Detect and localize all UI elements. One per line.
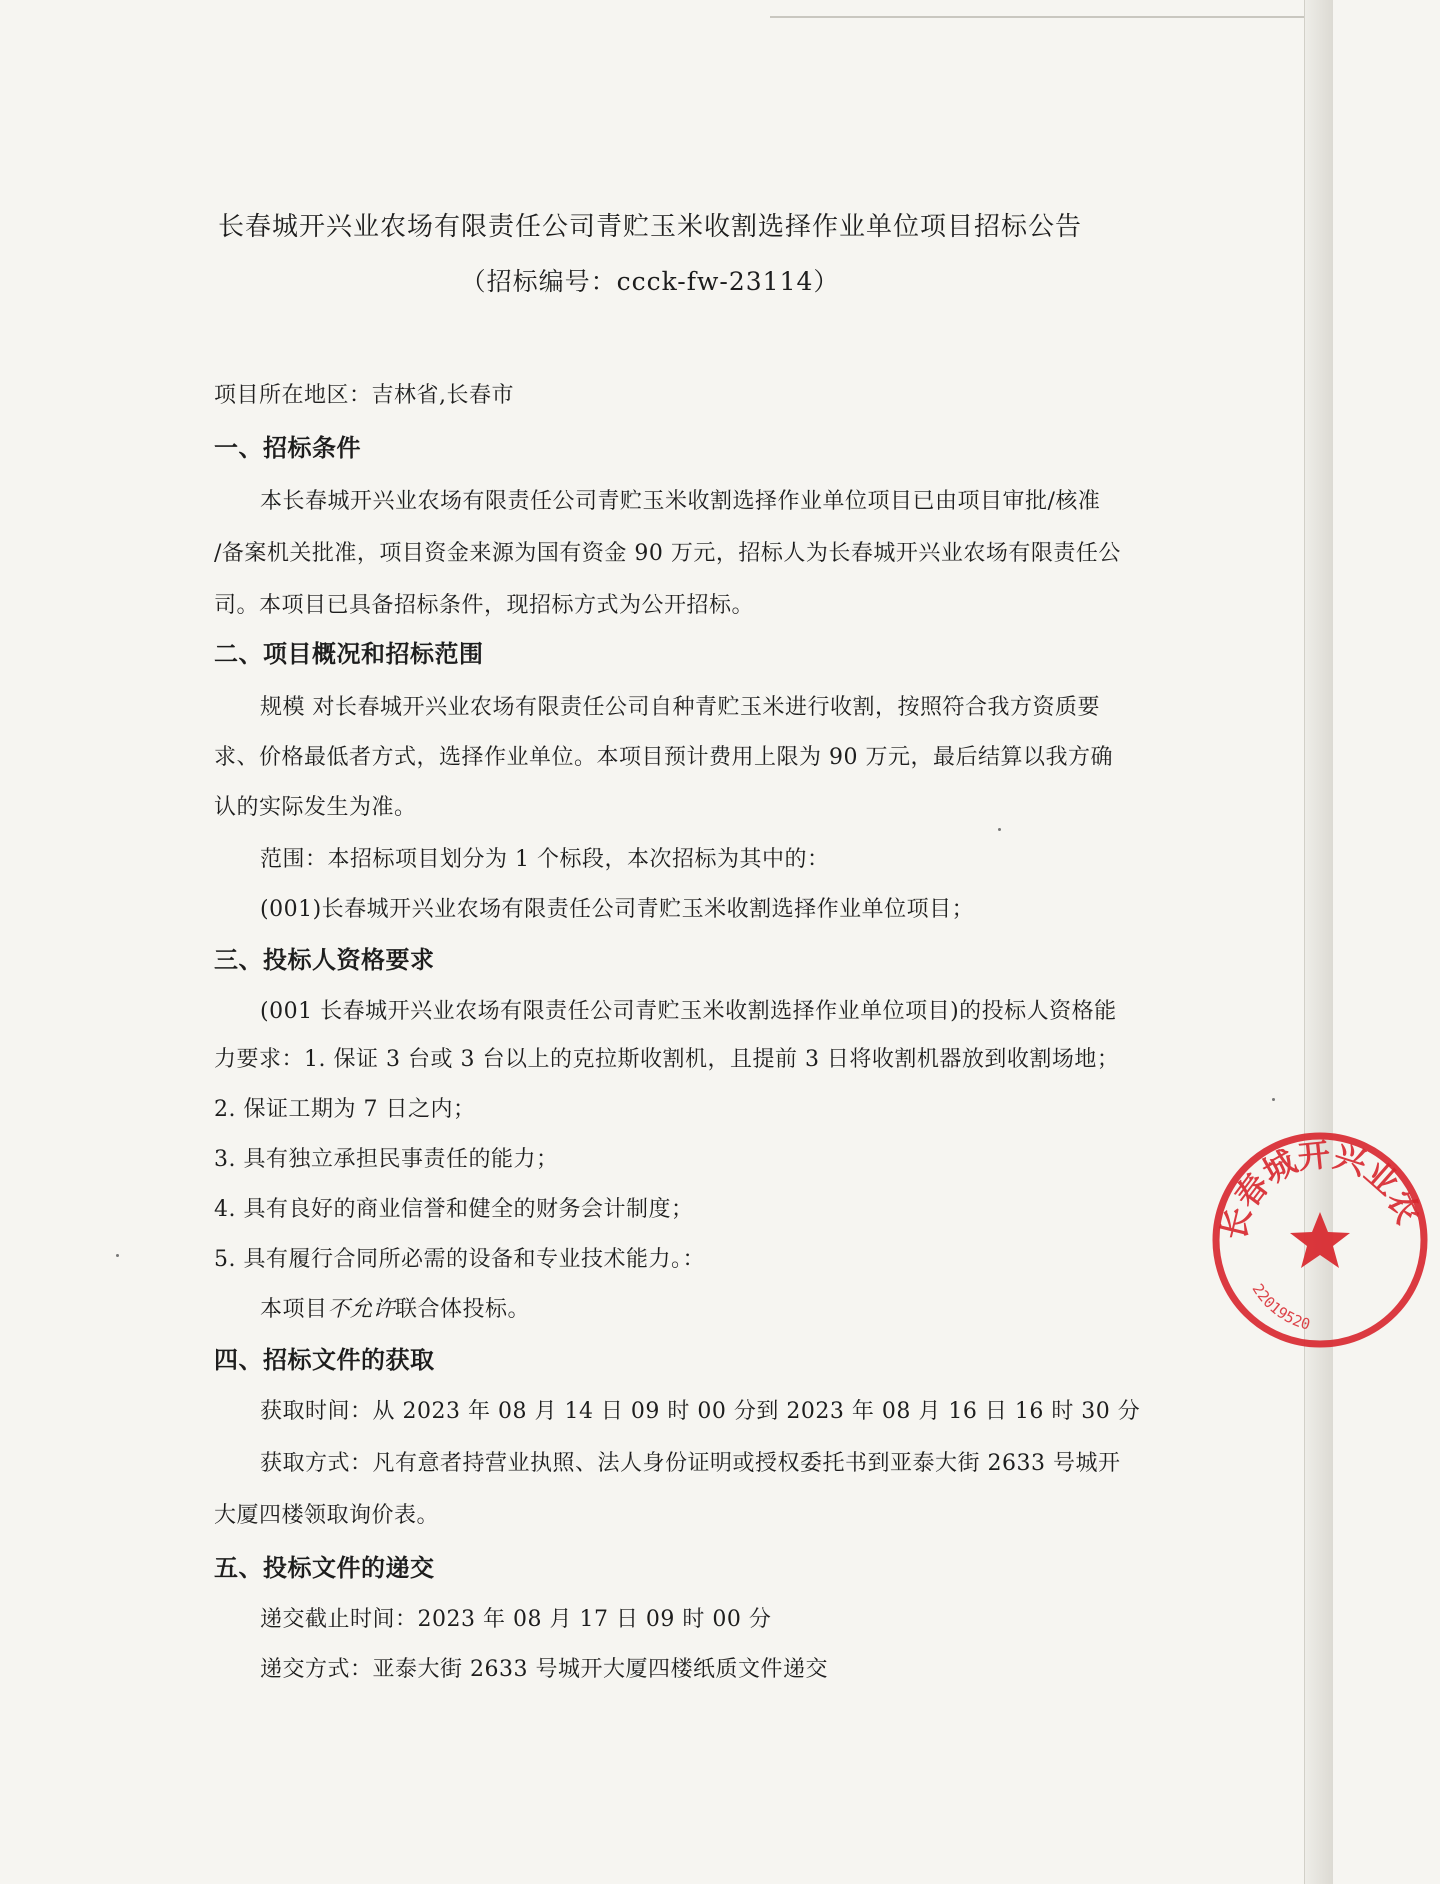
section5-line-1: 递交截止时间：2023 年 08 月 17 日 09 时 00 分: [260, 1607, 772, 1632]
scan-speck: [116, 1254, 119, 1257]
section4-line-3: 大厦四楼领取询价表。: [214, 1503, 440, 1528]
paper-edge-right: [1304, 0, 1333, 1884]
section4-line-1: 获取时间：从 2023 年 08 月 14 日 09 时 00 分到 2023 年 08 月 16 日 16 时 30 分: [260, 1399, 1141, 1424]
seal-company-text: 长春城开兴业农: [1214, 1135, 1428, 1244]
seal-number-text: 22019520: [1248, 1280, 1313, 1334]
section2-line-3: 认的实际发生为准。: [214, 795, 417, 820]
scan-speck: [998, 828, 1001, 831]
section2-line-1: 规模 对长春城开兴业农场有限责任公司自种青贮玉米进行收割，按照符合我方资质要: [260, 695, 1100, 720]
paper-edge-top: [770, 16, 1332, 18]
section2-line-2: 求、价格最低者方式，选择作业单位。本项目预计费用上限为 90 万元，最后结算以我方确: [214, 745, 1113, 770]
section-heading-5: 五、投标文件的递交: [214, 1554, 435, 1582]
consortium-not-allowed: 不允许: [327, 1297, 396, 1322]
seal-star-icon: [1290, 1212, 1350, 1268]
consortium-suffix: 联合体投标。: [395, 1297, 531, 1322]
section-heading-3: 三、投标人资格要求: [214, 946, 435, 974]
section3-line-2: 力要求：1. 保证 3 台或 3 台以上的克拉斯收割机，且提前 3 日将收割机器放到收割场地；: [214, 1047, 1120, 1072]
document-subtitle: （招标编号：ccck-fw-23114）: [460, 267, 840, 296]
project-location: 项目所在地区：吉林省,长春市: [214, 383, 514, 408]
section3-line-6: 5. 具有履行合同所必需的设备和专业技术能力。：: [214, 1247, 705, 1272]
section3-line-5: 4. 具有良好的商业信誉和健全的财务会计制度；: [214, 1197, 694, 1222]
section3-line-4: 3. 具有独立承担民事责任的能力；: [214, 1147, 559, 1172]
section4-line-2: 获取方式：凡有意者持营业执照、法人身份证明或授权委托书到亚泰大街 2633 号城开: [260, 1451, 1121, 1476]
section1-line-1: 本长春城开兴业农场有限责任公司青贮玉米收割选择作业单位项目已由项目审批/核准: [260, 489, 1101, 514]
section3-line-3: 2. 保证工期为 7 日之内；: [214, 1097, 476, 1122]
section-heading-4: 四、招标文件的获取: [214, 1346, 435, 1374]
section-heading-2: 二、项目概况和招标范围: [214, 640, 484, 668]
scan-speck: [1272, 1098, 1275, 1101]
section5-line-2: 递交方式：亚泰大街 2633 号城开大厦四楼纸质文件递交: [260, 1657, 828, 1682]
company-seal: [1200, 1120, 1440, 1360]
consortium-prefix: 本项目: [260, 1297, 328, 1322]
section-heading-1: 一、招标条件: [214, 434, 361, 462]
section3-line-1: (001 长春城开兴业农场有限责任公司青贮玉米收割选择作业单位项目)的投标人资格能: [260, 999, 1117, 1024]
document-title: 长春城开兴业农场有限责任公司青贮玉米收割选择作业单位项目招标公告: [217, 212, 1082, 242]
section1-line-2: /备案机关批准，项目资金来源为国有资金 90 万元，招标人为长春城开兴业农场有限责任公: [214, 541, 1121, 566]
section2-line-4: 范围：本招标项目划分为 1 个标段，本次招标为其中的：: [260, 847, 830, 872]
section1-line-3: 司。本项目已具备招标条件，现招标方式为公开招标。: [214, 593, 755, 618]
consortium-line: [260, 1292, 530, 1323]
section2-line-5: (001)长春城开兴业农场有限责任公司青贮玉米收割选择作业单位项目；: [260, 897, 975, 922]
